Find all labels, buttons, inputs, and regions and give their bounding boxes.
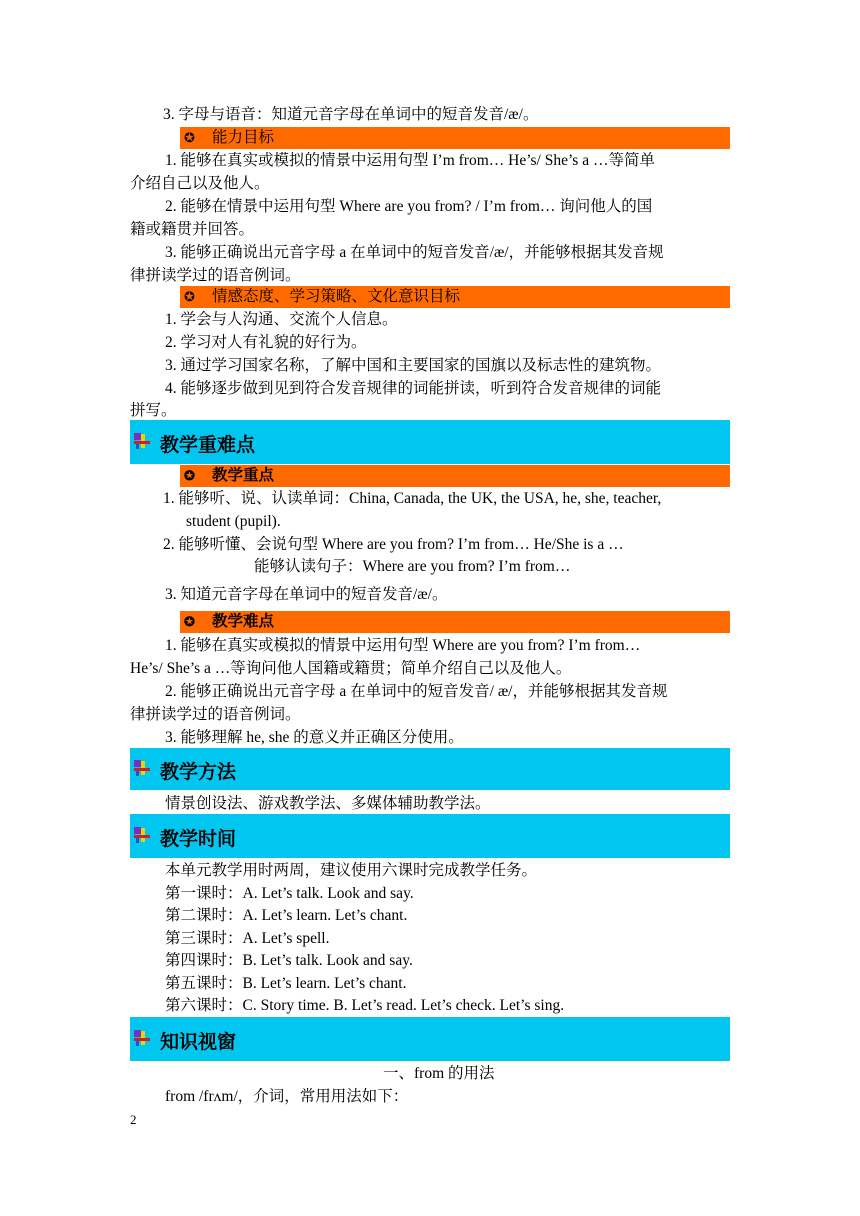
emotion-goals-header: ✪ 情感态度、学习策略、文化意识目标 bbox=[180, 286, 730, 308]
difficult-item: 3. 能够理解 he, she 的意义并正确区分使用。 bbox=[165, 729, 464, 746]
lesson-item: 第一课时：A. Let’s talk. Look and say. bbox=[165, 885, 414, 902]
book-stack-icon bbox=[133, 1029, 151, 1047]
section-title: 教学重难点 bbox=[160, 435, 256, 456]
methods-text: 情景创设法、游戏教学法、多媒体辅助教学法。 bbox=[165, 795, 491, 812]
knowledge-subtitle: 一、from 的用法 bbox=[383, 1065, 495, 1082]
lesson-item: 第四课时：B. Let’s talk. Look and say. bbox=[165, 952, 413, 969]
emotion-item: 2. 学习对人有礼貌的好行为。 bbox=[165, 334, 367, 351]
book-stack-icon bbox=[133, 432, 151, 450]
ability-item: 律拼读学过的语音例词。 bbox=[130, 267, 301, 284]
difficult-item: He’s/ She’s a …等询问他人国籍或籍贯；简单介绍自己以及他人。 bbox=[130, 660, 572, 677]
book-stack-icon bbox=[133, 759, 151, 777]
section-header-time bbox=[130, 814, 730, 858]
section-header-key-difficult bbox=[130, 420, 730, 464]
difficult-item: 1. 能够在真实或模拟的情景中运用句型 Where are you from? I’m from… bbox=[165, 637, 641, 654]
key-item: 1. 能够听、说、认读单词：China, Canada, the UK, the USA, he, she, teacher, bbox=[163, 490, 662, 507]
difficult-item: 2. 能够正确说出元音字母 a 在单词中的短音发音/ æ/，并能够根据其发音规 bbox=[165, 683, 668, 700]
knowledge-text: from /frʌm/，介词，常用用法如下： bbox=[165, 1088, 409, 1105]
section-title: 知识视窗 bbox=[160, 1032, 237, 1053]
page-number: 2 bbox=[130, 1112, 137, 1127]
key-item: student (pupil). bbox=[186, 513, 281, 530]
emotion-item: 3. 通过学习国家名称，了解中国和主要国家的国旗以及标志性的建筑物。 bbox=[165, 357, 662, 374]
difficult-points-header: ✪ 教学难点 bbox=[180, 611, 730, 633]
star-circle-icon: ✪ bbox=[184, 130, 195, 145]
ability-item: 2. 能够在情景中运用句型 Where are you from? / I’m from… 询问他人的国 bbox=[165, 198, 653, 215]
ability-goals-header: ✪ 能力目标 bbox=[180, 127, 730, 149]
lesson-item: 第三课时：A. Let’s spell. bbox=[165, 930, 330, 947]
key-item: 2. 能够听懂、会说句型 Where are you from? I’m from… He/She is a … bbox=[163, 536, 624, 553]
section-title: 教学方法 bbox=[160, 762, 237, 783]
ability-item: 3. 能够正确说出元音字母 a 在单词中的短音发音/æ/，并能够根据其发音规 bbox=[165, 244, 664, 261]
star-circle-icon: ✪ bbox=[184, 468, 195, 483]
ability-item: 介绍自己以及他人。 bbox=[130, 175, 270, 192]
emotion-item: 拼写。 bbox=[130, 402, 177, 419]
difficult-item: 律拼读学过的语音例词。 bbox=[130, 706, 301, 723]
section-title: 教学时间 bbox=[160, 829, 237, 850]
ability-item: 籍或籍贯并回答。 bbox=[130, 221, 255, 238]
book-stack-icon bbox=[133, 826, 151, 844]
star-circle-icon: ✪ bbox=[184, 289, 195, 304]
section-header-methods bbox=[130, 748, 730, 790]
key-item: 3. 知道元音字母在单词中的短音发音/æ/。 bbox=[165, 586, 448, 603]
star-circle-icon: ✪ bbox=[184, 614, 195, 629]
key-item: 能够认读句子：Where are you from? I’m from… bbox=[254, 558, 571, 575]
key-points-header: ✪ 教学重点 bbox=[180, 465, 730, 487]
ability-item: 1. 能够在真实或模拟的情景中运用句型 I’m from… He’s/ She’s a …等简单 bbox=[165, 152, 655, 169]
section-header-knowledge bbox=[130, 1017, 730, 1061]
lesson-item: 第六课时：C. Story time. B. Let’s read. Let’s check. Let’s sing. bbox=[165, 997, 565, 1014]
time-intro: 本单元教学用时两周，建议使用六课时完成教学任务。 bbox=[165, 862, 538, 879]
pre-item: 3. 字母与语音：知道元音字母在单词中的短音发音/æ/。 bbox=[163, 106, 539, 123]
emotion-item: 1. 学会与人沟通、交流个人信息。 bbox=[165, 311, 398, 328]
lesson-item: 第二课时：A. Let’s learn. Let’s chant. bbox=[165, 907, 408, 924]
emotion-item: 4. 能够逐步做到见到符合发音规律的词能拼读，听到符合发音规律的词能 bbox=[165, 380, 662, 397]
lesson-item: 第五课时：B. Let’s learn. Let’s chant. bbox=[165, 975, 407, 992]
